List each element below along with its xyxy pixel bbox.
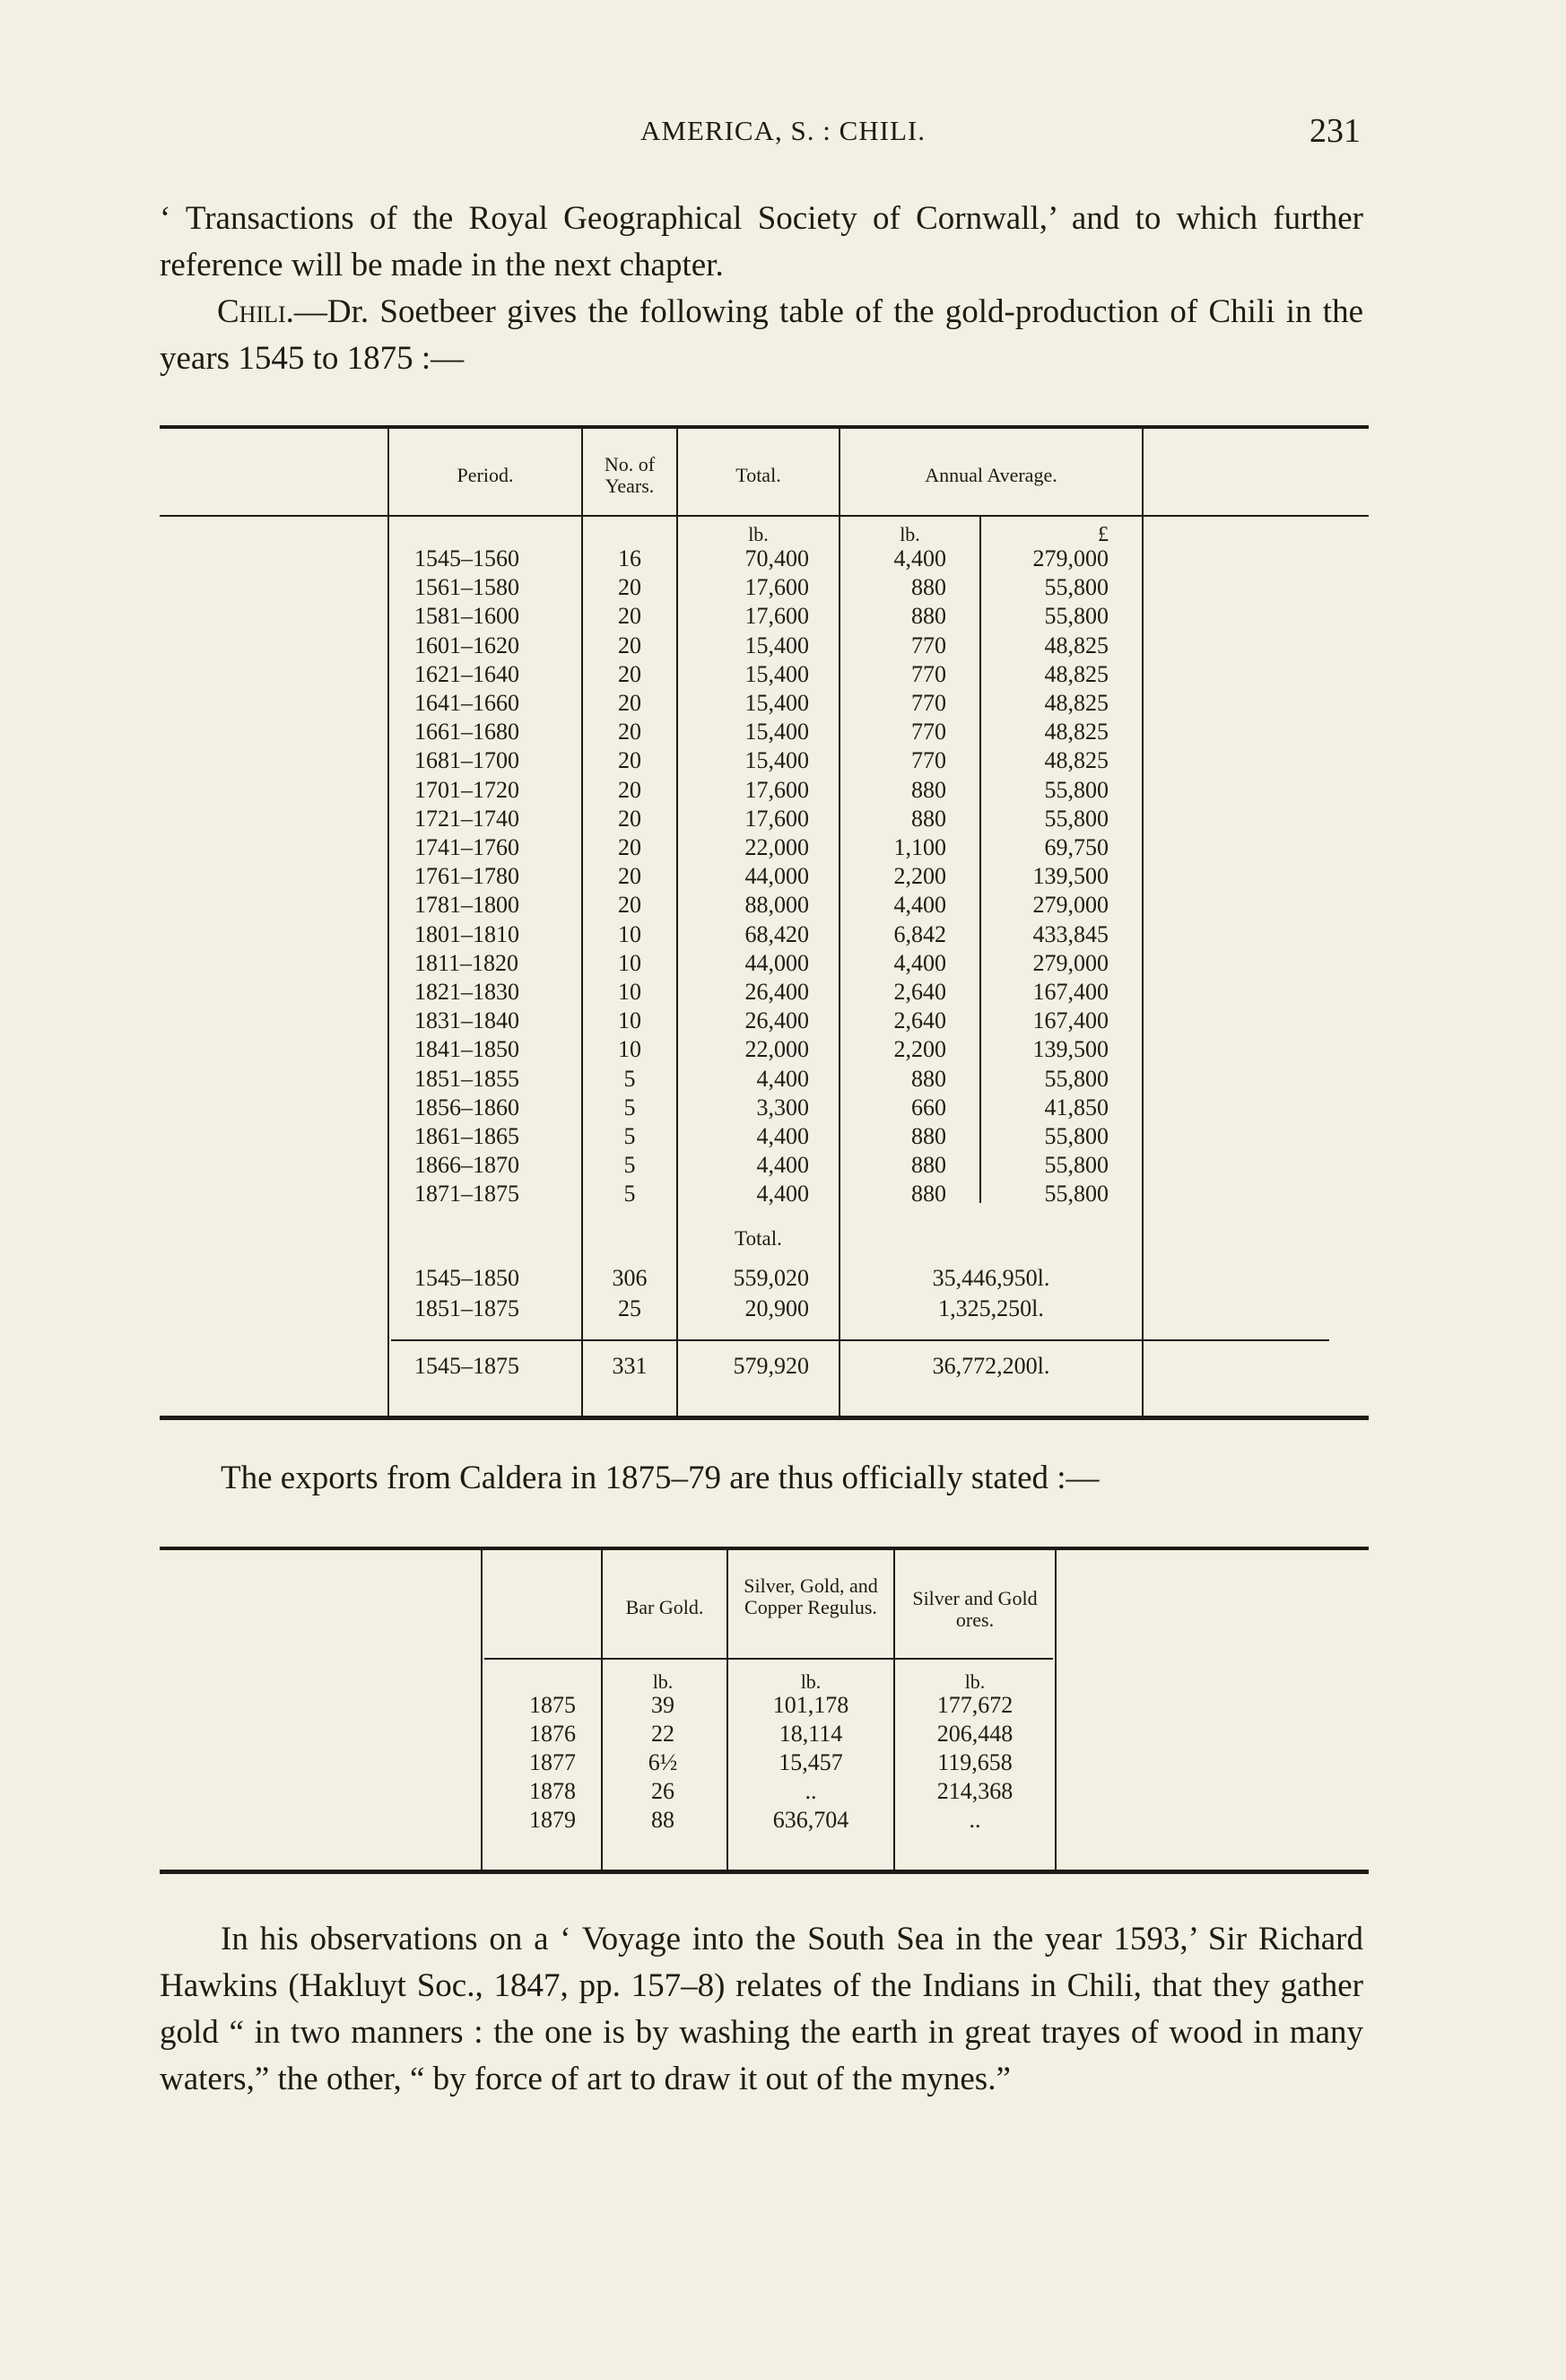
unit-ores: lb.	[964, 1670, 986, 1693]
annual-lb-cell: 880	[911, 1181, 946, 1207]
annual-pounds-cell: 139,500	[1032, 863, 1109, 890]
period-cell: 1581–1600	[414, 603, 519, 630]
year-cell: 1878	[529, 1778, 576, 1804]
annual-lb-cell: 770	[911, 719, 946, 745]
period-cell: 1545–1850	[414, 1265, 519, 1291]
total-cell: 4,400	[756, 1152, 809, 1179]
annual-pounds-cell: 48,825	[1044, 719, 1109, 745]
total-cell: 26,400	[744, 1007, 809, 1034]
total-cell: 44,000	[744, 863, 809, 890]
unit-regulus: lb.	[800, 1670, 822, 1693]
annual-pounds-cell: 55,800	[1044, 805, 1109, 832]
table2-divider	[481, 1550, 483, 1870]
annual-lb-cell: 880	[911, 805, 946, 832]
header-silver-gold-ores: Silver and Gold ores.	[912, 1587, 1038, 1631]
table1-header-rule	[160, 515, 1369, 517]
year-cell: 1875	[529, 1692, 576, 1718]
annual-lb-cell: 770	[911, 632, 946, 658]
header-silver-gold-copper: Silver, Gold, and Copper Regulus.	[744, 1574, 878, 1618]
years-cell: 5	[623, 1152, 636, 1179]
total-cell: 17,600	[744, 603, 809, 630]
years-cell: 20	[618, 805, 641, 832]
year-cell: 1879	[529, 1807, 576, 1833]
years-cell: 10	[618, 979, 641, 1005]
years-cell: 20	[618, 603, 641, 630]
header-total: Total.	[735, 464, 781, 486]
annual-lb-cell: 1,100	[893, 834, 946, 860]
period-cell: 1545–1560	[414, 545, 519, 571]
annual-pounds-cell: 48,825	[1044, 660, 1109, 687]
annual-pounds-cell: 55,800	[1044, 603, 1109, 630]
years-cell: 25	[618, 1295, 641, 1321]
years-cell: 20	[618, 690, 641, 716]
regulus-cell: 101,178	[772, 1692, 849, 1718]
total-cell: 3,300	[756, 1094, 809, 1120]
annual-lb-cell: 4,400	[893, 892, 946, 919]
annual-total-cell: 35,446,950l.	[932, 1265, 1050, 1291]
table1-bottom-rule	[160, 1416, 1369, 1420]
period-cell: 1661–1680	[414, 719, 519, 745]
annual-pounds-cell: 55,800	[1044, 1123, 1109, 1149]
years-cell: 306	[612, 1265, 648, 1291]
regulus-cell: 636,704	[772, 1807, 849, 1833]
bar-gold-cell: 88	[651, 1807, 674, 1833]
unit-bar-gold: lb.	[652, 1670, 674, 1693]
regulus-cell: 15,457	[779, 1749, 843, 1775]
header-annual-average: Annual Average.	[925, 464, 1057, 486]
annual-lb-cell: 770	[911, 747, 946, 774]
total-cell: 17,600	[744, 574, 809, 601]
regulus-cell: 18,114	[779, 1721, 843, 1747]
ores-cell: 177,672	[936, 1692, 1014, 1718]
years-cell: 5	[623, 1094, 636, 1120]
paragraph-caldera: The exports from Caldera in 1875–79 are thus officially stated :—	[221, 1460, 1100, 1496]
annual-pounds-cell: 279,000	[1032, 949, 1109, 976]
period-cell: 1851–1875	[414, 1295, 519, 1321]
period-cell: 1601–1620	[414, 632, 519, 658]
years-cell: 10	[618, 1007, 641, 1034]
annual-lb-cell: 770	[911, 660, 946, 687]
regulus-cell: ..	[805, 1778, 817, 1804]
period-cell: 1701–1720	[414, 776, 519, 803]
total-cell: 68,420	[744, 920, 809, 947]
bar-gold-cell: 6½	[648, 1749, 678, 1775]
annual-lb-cell: 880	[911, 574, 946, 601]
total-cell: 15,400	[744, 660, 809, 687]
annual-lb-cell: 4,400	[893, 545, 946, 571]
ores-cell: 206,448	[936, 1721, 1014, 1747]
table1-divider	[387, 429, 389, 1416]
table1-grand-total-rule	[391, 1339, 1329, 1341]
annual-pounds-cell: 167,400	[1032, 979, 1109, 1005]
header-years: No. of Years.	[604, 453, 656, 497]
annual-pounds-cell: 433,845	[1032, 920, 1109, 947]
paragraph-chili-intro	[160, 289, 1363, 382]
years-cell: 20	[618, 747, 641, 774]
running-title: AMERICA, S. : CHILI.	[640, 115, 926, 146]
chili-heading: Chili.	[217, 293, 294, 330]
years-cell: 10	[618, 949, 641, 976]
table1-divider	[1142, 429, 1144, 1416]
annual-pounds-cell: 55,800	[1044, 1065, 1109, 1092]
bar-gold-cell: 22	[651, 1721, 674, 1747]
ores-cell: 214,368	[936, 1778, 1014, 1804]
total-cell: 4,400	[756, 1181, 809, 1207]
period-cell: 1641–1660	[414, 690, 519, 716]
unit-annual-pounds: £	[1098, 523, 1109, 546]
bar-gold-cell: 26	[651, 1778, 674, 1804]
annual-lb-cell: 2,640	[893, 979, 946, 1005]
annual-pounds-cell: 279,000	[1032, 545, 1109, 571]
annual-lb-cell: 2,640	[893, 1007, 946, 1034]
period-cell: 1561–1580	[414, 574, 519, 601]
years-cell: 331	[612, 1353, 648, 1379]
annual-total-cell: 1,325,250l.	[938, 1295, 1044, 1321]
total-cell: 88,000	[744, 892, 809, 919]
ores-cell: 119,658	[937, 1749, 1013, 1775]
annual-lb-cell: 880	[911, 1065, 946, 1092]
annual-lb-cell: 4,400	[893, 949, 946, 976]
year-cell: 1876	[529, 1721, 576, 1747]
total-cell: 22,000	[744, 1036, 809, 1063]
table2-bottom-rule	[160, 1870, 1369, 1874]
header-period: Period.	[457, 464, 514, 486]
period-cell: 1841–1850	[414, 1036, 519, 1063]
annual-pounds-cell: 55,800	[1044, 1152, 1109, 1179]
total-cell: 70,400	[744, 545, 809, 571]
total-cell: 20,900	[744, 1295, 809, 1321]
total-cell: 579,920	[733, 1353, 809, 1379]
period-cell: 1801–1810	[414, 920, 519, 947]
years-cell: 10	[618, 920, 641, 947]
annual-lb-cell: 2,200	[893, 863, 946, 890]
period-cell: 1871–1875	[414, 1181, 519, 1207]
years-cell: 20	[618, 776, 641, 803]
period-cell: 1545–1875	[414, 1353, 519, 1379]
annual-lb-cell: 880	[911, 1123, 946, 1149]
period-cell: 1866–1870	[414, 1152, 519, 1179]
table2-header-rule	[484, 1658, 1053, 1660]
period-cell: 1811–1820	[414, 949, 519, 976]
years-cell: 20	[618, 863, 641, 890]
annual-lb-cell: 880	[911, 603, 946, 630]
total-cell: 4,400	[756, 1065, 809, 1092]
total-cell: 17,600	[744, 805, 809, 832]
period-cell: 1681–1700	[414, 747, 519, 774]
year-cell: 1877	[529, 1749, 576, 1775]
annual-lb-cell: 880	[911, 1152, 946, 1179]
total-cell: 559,020	[733, 1265, 809, 1291]
annual-pounds-cell: 55,800	[1044, 776, 1109, 803]
period-cell: 1621–1640	[414, 660, 519, 687]
years-cell: 20	[618, 660, 641, 687]
annual-pounds-cell: 48,825	[1044, 690, 1109, 716]
annual-total-cell: 36,772,200l.	[932, 1353, 1050, 1379]
period-cell: 1781–1800	[414, 892, 519, 919]
total-cell: 15,400	[744, 690, 809, 716]
bar-gold-cell: 39	[651, 1692, 674, 1718]
annual-pounds-cell: 41,850	[1044, 1094, 1109, 1120]
years-cell: 20	[618, 632, 641, 658]
years-cell: 10	[618, 1036, 641, 1063]
annual-pounds-cell: 48,825	[1044, 632, 1109, 658]
annual-lb-cell: 880	[911, 776, 946, 803]
total-cell: 15,400	[744, 719, 809, 745]
years-cell: 5	[623, 1181, 636, 1207]
years-cell: 20	[618, 719, 641, 745]
period-cell: 1741–1760	[414, 834, 519, 860]
paragraph-transactions: ‘ Transactions of the Royal Geographical Society of Cornwall,’ and to which further reference will be made in the next chapter.	[160, 200, 1363, 283]
period-cell: 1856–1860	[414, 1094, 519, 1120]
total-cell: 15,400	[744, 747, 809, 774]
annual-pounds-cell: 48,825	[1044, 747, 1109, 774]
years-cell: 20	[618, 574, 641, 601]
table2-top-rule	[160, 1547, 1369, 1550]
page-number: 231	[1309, 112, 1361, 150]
paragraph-hawkins: In his observations on a ‘ Voyage into the South Sea in the year 1593,’ Sir Richard Hawkins (Hakluyt Soc., 1847, pp. 157–8) relates of the Indians in Chili, that they gather gold “ in two manners : the one is by washing the earth in great trayes of wood in many waters,” the other, “ by force of art to draw it out of the mynes.”	[160, 1921, 1363, 2097]
total-cell: 4,400	[756, 1123, 809, 1149]
period-cell: 1761–1780	[414, 863, 519, 890]
annual-lb-cell: 660	[911, 1094, 946, 1120]
annual-pounds-cell: 279,000	[1032, 892, 1109, 919]
unit-total-lb: lb.	[748, 523, 769, 545]
annual-pounds-cell: 139,500	[1032, 1036, 1109, 1063]
annual-lb-cell: 6,842	[893, 920, 946, 947]
annual-pounds-cell: 69,750	[1044, 834, 1109, 860]
years-cell: 20	[618, 834, 641, 860]
total-cell: 15,400	[744, 632, 809, 658]
annual-pounds-cell: 55,800	[1044, 1181, 1109, 1207]
period-cell: 1721–1740	[414, 805, 519, 832]
years-cell: 5	[623, 1065, 636, 1092]
years-cell: 16	[618, 545, 641, 571]
years-cell: 5	[623, 1123, 636, 1149]
ores-cell: ..	[969, 1807, 981, 1833]
chili-intro-text: —Dr. Soetbeer gives the following table of the gold-production of Chili in the years 1545 to 1875 :—	[160, 293, 1363, 377]
header-bar-gold: Bar Gold.	[625, 1596, 704, 1618]
table2-divider	[1055, 1550, 1057, 1870]
annual-pounds-cell: 167,400	[1032, 1007, 1109, 1034]
annual-pounds-cell: 55,800	[1044, 574, 1109, 601]
total-cell: 17,600	[744, 776, 809, 803]
total-cell: 22,000	[744, 834, 809, 860]
table1-top-rule	[160, 425, 1369, 429]
period-cell: 1861–1865	[414, 1123, 519, 1149]
annual-lb-cell: 2,200	[893, 1036, 946, 1063]
unit-annual-lb: lb.	[900, 523, 920, 545]
annual-lb-cell: 770	[911, 690, 946, 716]
period-cell: 1821–1830	[414, 979, 519, 1005]
period-cell: 1851–1855	[414, 1065, 519, 1092]
total-label: Total.	[735, 1227, 782, 1250]
years-cell: 20	[618, 892, 641, 919]
period-cell: 1831–1840	[414, 1007, 519, 1034]
total-cell: 44,000	[744, 949, 809, 976]
total-cell: 26,400	[744, 979, 809, 1005]
